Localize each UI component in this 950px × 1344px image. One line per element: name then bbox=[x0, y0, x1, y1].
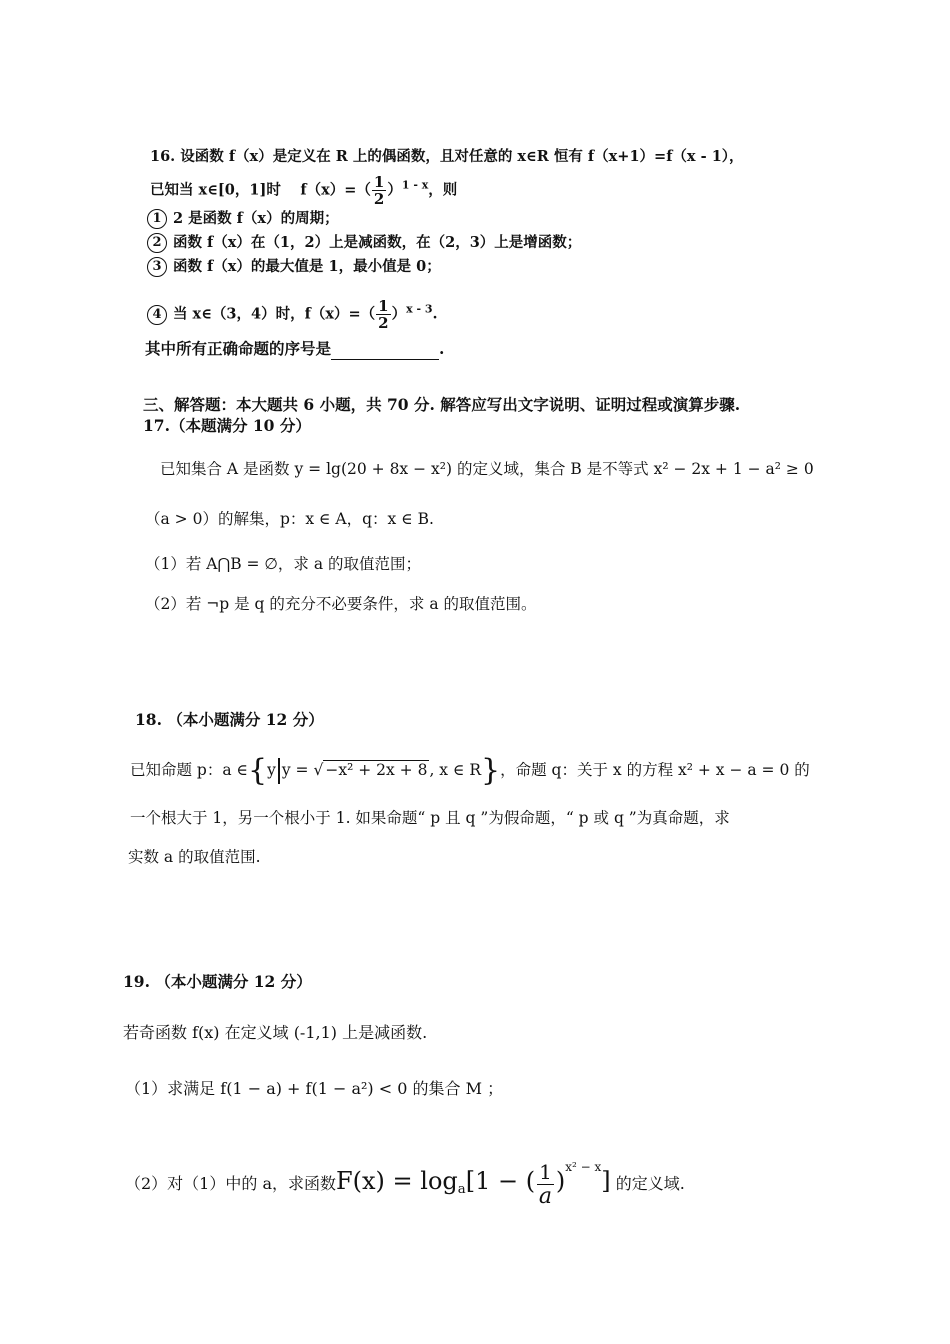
q18-set-cond: y = √ bbox=[281, 761, 324, 779]
q16-option-3 bbox=[147, 256, 441, 278]
set-bar bbox=[278, 758, 280, 784]
half-fraction bbox=[376, 298, 390, 331]
q16-line-2-b: ） bbox=[387, 181, 402, 199]
q18-line-1-a: 已知命题 p：a ∈ bbox=[130, 761, 248, 779]
q16-option-2 bbox=[147, 232, 581, 254]
circled-number-4: 4 bbox=[147, 305, 167, 325]
q16-option-4-b: ） bbox=[391, 305, 407, 323]
q18-set-var: y bbox=[267, 761, 276, 779]
half-fraction bbox=[372, 174, 386, 207]
fraction-denominator: 2 bbox=[373, 190, 385, 208]
circled-number-3: 3 bbox=[147, 257, 167, 277]
answer-blank[interactable] bbox=[331, 343, 439, 360]
q16-line-1: 16. 设函数 f（x）是定义在 R 上的偶函数，且对任意的 x∈R 恒有 f（x+1）=f（x - 1）， bbox=[150, 148, 744, 165]
fraction-denominator: 2 bbox=[378, 314, 389, 332]
circled-number-1: 1 bbox=[147, 209, 167, 229]
q19-line-3 bbox=[125, 1142, 685, 1215]
q18-line-3: 实数 a 的取值范围. bbox=[128, 848, 261, 866]
bracket-open: [1 − ( bbox=[465, 1167, 536, 1195]
paren-close: ) bbox=[555, 1167, 566, 1195]
q16-option-4 bbox=[147, 298, 438, 331]
q19-line-1: 若奇函数 f(x) 在定义域 (-1,1) 上是减函数. bbox=[123, 1023, 428, 1042]
sqrt-radicand: −x² + 2x + 8 bbox=[325, 761, 428, 779]
bracket-close: ] bbox=[601, 1167, 611, 1195]
q17-heading: 17.（本题满分 10 分） bbox=[143, 416, 311, 435]
q19-line-2: （1）求满足 f(1 − a) + f(1 − a²) < 0 的集合 M ； bbox=[125, 1079, 504, 1098]
q17-line-1: 已知集合 A 是函数 y = lg(20 + 8x − x²) 的定义域，集合 B 是不等式 x² − 2x + 1 − a² ≥ 0 bbox=[160, 460, 814, 478]
q16-line-2-a: 已知当 x∈[0，1]时 f（x）=（ bbox=[150, 181, 371, 199]
q18-line-2: 一个根大于 1，另一个根小于 1. 如果命题“ p 且 q ”为假命题，“ p 或 q ”为真命题，求 bbox=[130, 809, 730, 827]
fraction-numerator: 1 bbox=[373, 173, 385, 191]
q19-line-3-end: 的定义域. bbox=[610, 1174, 685, 1193]
log-base: a bbox=[457, 1182, 466, 1198]
exponent: 1 - x bbox=[401, 178, 429, 192]
q17-line-4: （2）若 ¬p 是 q 的充分不必要条件，求 a 的取值范围。 bbox=[145, 595, 537, 613]
one-over-a-fraction bbox=[537, 1160, 554, 1209]
fraction-denominator: a bbox=[538, 1184, 553, 1209]
fraction-numerator: 1 bbox=[539, 1160, 552, 1184]
F-def: F(x) = log bbox=[336, 1167, 458, 1195]
q16-option-1-text: 2 是函数 f（x）的周期； bbox=[173, 210, 339, 227]
q16-option-2-text: 函数 f（x）在（1，2）上是减函数，在（2，3）上是增函数； bbox=[173, 234, 582, 251]
q19-line-3-a: （2）对（1）中的 a，求函数 bbox=[125, 1174, 336, 1193]
q16-option-1 bbox=[147, 208, 339, 230]
q18-line-1 bbox=[130, 753, 810, 788]
q18-set-domain: , x ∈ R bbox=[429, 761, 482, 779]
q16-ask bbox=[145, 338, 444, 360]
q16-ask-text: 其中所有正确命题的序号是 bbox=[145, 339, 332, 358]
exponent: x - 3 bbox=[406, 302, 433, 316]
q16-line-2-c: ，则 bbox=[428, 181, 458, 199]
q16-ask-end: . bbox=[439, 339, 445, 358]
q16-option-3-text: 函数 f（x）的最大值是 1，最小值是 0； bbox=[173, 258, 441, 275]
circled-number-2: 2 bbox=[147, 233, 167, 253]
q18-line-1-e: ，命题 q：关于 x 的方程 x² + x − a = 0 的 bbox=[500, 761, 810, 779]
q18-heading: 18. （本小题满分 12 分） bbox=[135, 710, 324, 729]
q17-line-2: （a > 0）的解集，p：x ∈ A，q：x ∈ B. bbox=[145, 510, 434, 528]
right-brace: } bbox=[481, 753, 501, 788]
q16-option-4-c: . bbox=[432, 305, 438, 323]
q17-line-3: （1）若 A⋂B = ∅，求 a 的取值范围； bbox=[145, 555, 422, 573]
q16-line-2 bbox=[150, 174, 457, 207]
fraction-numerator: 1 bbox=[378, 297, 389, 315]
q16-option-4-a: 当 x∈（3，4）时，f（x）=（ bbox=[173, 305, 376, 323]
exponent: x² − x bbox=[565, 1160, 602, 1174]
section-3-heading: 三、解答题：本大题共 6 小题，共 70 分. 解答应写出文字说明、证明过程或演算步骤. bbox=[143, 395, 741, 414]
q19-heading: 19. （本小题满分 12 分） bbox=[123, 972, 312, 991]
left-brace: { bbox=[248, 753, 268, 788]
